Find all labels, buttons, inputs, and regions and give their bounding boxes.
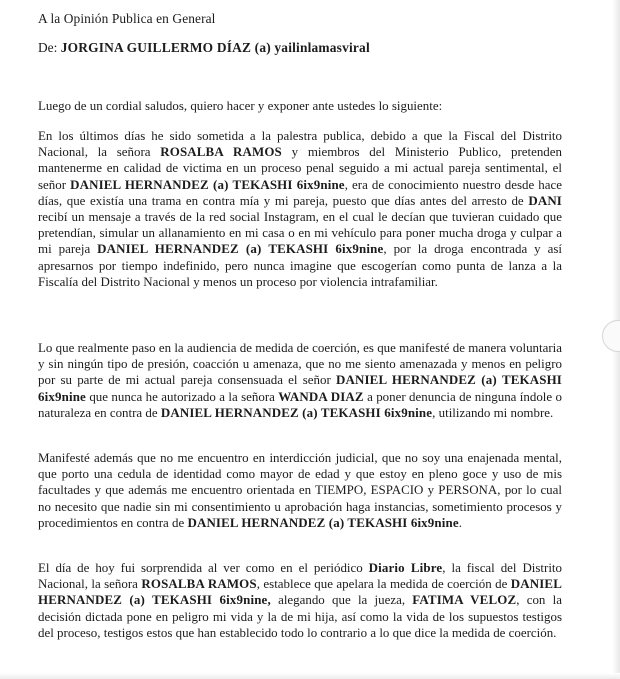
bold-text-segment: Diario Libre xyxy=(368,560,443,575)
sender-label: De: xyxy=(38,40,58,55)
paragraph-context xyxy=(38,128,562,290)
text-segment: , utilizando mi nombre. xyxy=(432,404,554,420)
sender-name: JORGINA GUILLERMO DÍAZ (a) yailinlamasviral xyxy=(60,40,370,55)
text-segment: y miembros del Ministerio Publico, pretenden mantenerme en calidad de victima en un proceso penal seguido a mi actual pareja sentimental, el señor xyxy=(38,144,562,192)
bold-text-segment: ROSALBA RAMOS xyxy=(141,576,257,592)
paragraph-greeting xyxy=(38,98,562,114)
bold-text-segment: FATIMA VELOZ xyxy=(412,592,517,608)
paragraph-appeal xyxy=(38,560,562,641)
text-segment: . xyxy=(458,514,462,530)
text-segment: que nunca he autorizado a la señora xyxy=(85,388,279,404)
next-page-button[interactable] xyxy=(602,320,620,352)
bold-text-segment: DANIEL HERNANDEZ (a) TEKASHI 6ix9nine xyxy=(160,404,433,420)
bold-text-segment: DANIEL HERNANDEZ (a) TEKASHI 6ix9nine xyxy=(187,514,459,530)
text-segment: , era de conocimiento nuestro desde hace días, que existía una trama en contra mía y mi pareja, puesto que días antes del arresto de xyxy=(38,176,562,208)
text-segment: En los últimos días he sido sometida a la palestra publica, debido a que la Fiscal del Distrito Nacional, la señora xyxy=(38,128,562,160)
bold-text-segment: DANIEL HERNANDEZ (a) TEKASHI 6ix9nine xyxy=(38,372,562,404)
text-segment: Luego de un cordial saludos, quiero hacer y exponer ante ustedes lo siguiente: xyxy=(38,98,443,113)
text-segment: , establece que apelara la medida de coerción de xyxy=(256,576,511,592)
text-segment: Lo que realmente paso en la audiencia de medida de coerción, es que manifesté de manera voluntaria y sin ningún tipo de presión, coacción u amenaza, que no me siento amenazada y menos en peligro por su parte de mi actual pareja consensuada el señor xyxy=(38,340,562,388)
bold-text-segment: DANIEL HERNANDEZ (a) TEKASHI 6ix9nine, xyxy=(38,576,562,608)
text-segment: Manifesté además que no me encuentro en interdicción judicial, que no soy una enajenada mental, que porto una cedula de identidad como mayor de edad y que estoy en pleno goce y uso de mis facultades y que además me encuentro orientada en TIEMPO, ESPACIO y PERSONA, por lo cual no necesito que nadie sin mi consentimiento u aprobación haga instancias, sometimiento procesos y procedimientos en contra de xyxy=(38,450,562,530)
bold-text-segment: DANIEL HERNANDEZ (a) TEKASHI 6ix9nine xyxy=(97,241,384,257)
text-segment: El día de hoy fui sorprendida al ver como en el periódico xyxy=(38,560,369,575)
bold-text-segment: WANDA DIAZ xyxy=(278,388,364,404)
bold-text-segment: DANIEL HERNANDEZ (a) TEKASHI 6ix9nine xyxy=(70,176,345,192)
text-segment: , por la droga encontrada y así apresarnos por tiempo indefinido, pero nunca imagine que escogerían como punta de lanza a la Fiscalía del Distrito Nacional y menos un proceso por violencia intrafamiliar. xyxy=(38,241,562,289)
bold-text-segment: DANI xyxy=(528,192,562,208)
text-segment: , con la decisión dictada pone en peligro mi vida y la de mi hija, así como la vida de los supuestos testigos del proceso, testigos estos que han establecido todo lo contrario a lo que dice la medida de coerción. xyxy=(38,592,562,640)
text-segment: recibí un mensaje a través de la red social Instagram, en el cual le decían que tuvieran cuidado que pretendían, simular un allanamiento en mi casa o en mi vehículo para poner mucha droga y culpar a mi pareja xyxy=(38,209,562,257)
paragraph-hearing xyxy=(38,340,562,421)
sender-line xyxy=(38,40,370,56)
page-shadow-bottom xyxy=(0,673,620,679)
text-segment: , la fiscal del Distrito Nacional, la señora xyxy=(38,560,562,592)
text-segment: alegando que la jueza, xyxy=(270,592,413,608)
bold-text-segment: ROSALBA RAMOS xyxy=(160,144,282,160)
text-segment: a poner denuncia de ninguna índole o naturaleza en contra de xyxy=(38,388,563,420)
letter-header: A la Opinión Publica en General xyxy=(38,11,216,26)
paragraph-capacity xyxy=(38,450,562,531)
